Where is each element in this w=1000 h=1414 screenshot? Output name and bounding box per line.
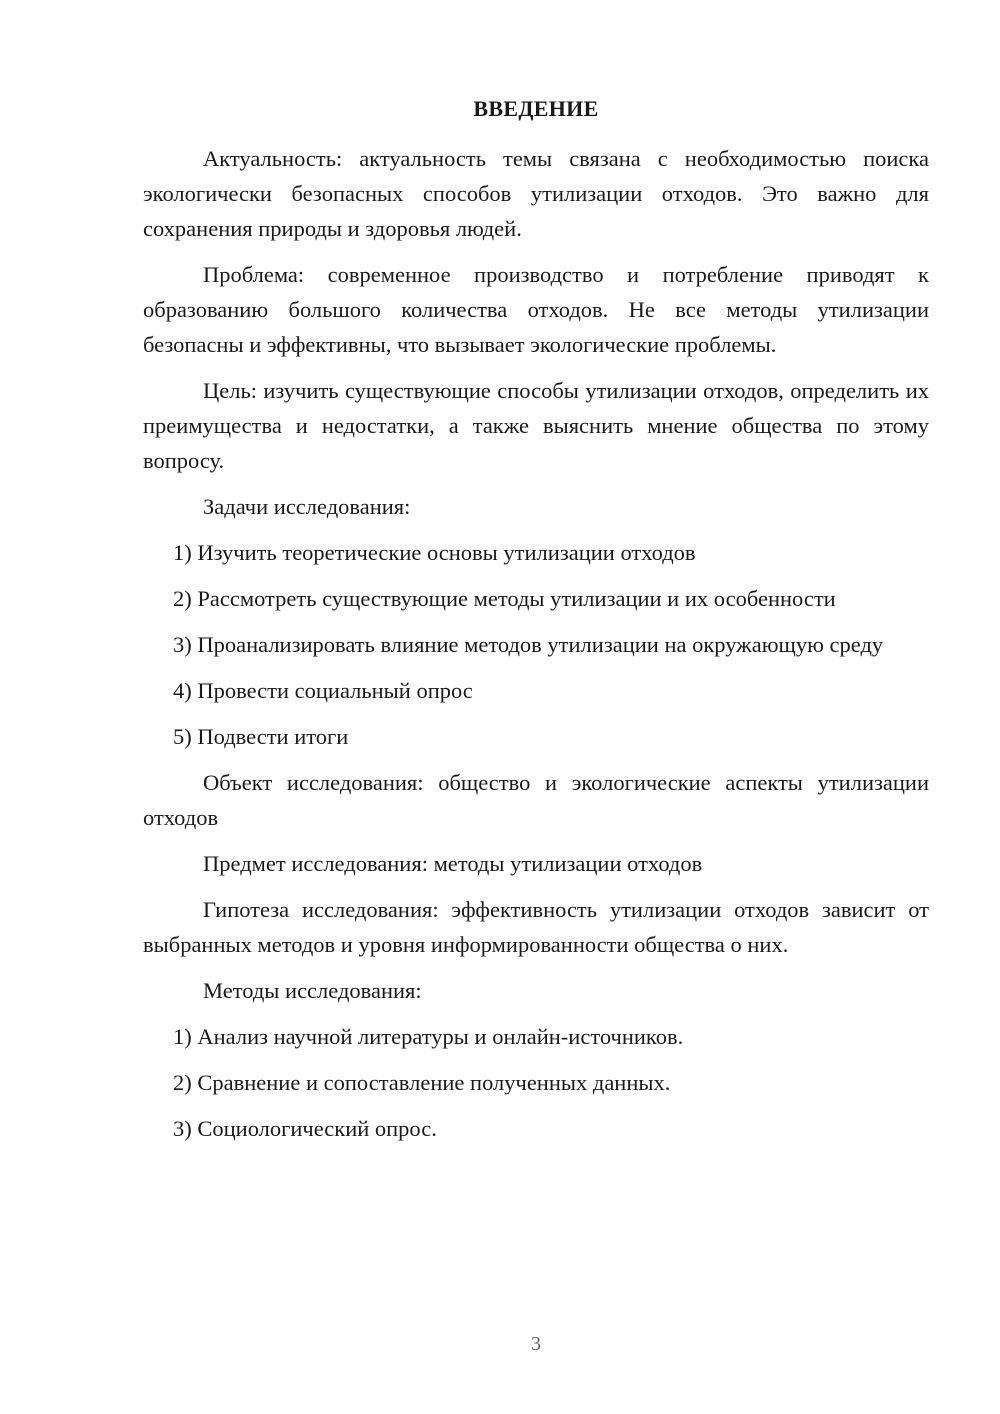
task-item-4: 4) Провести социальный опрос [173, 678, 473, 703]
tasks-heading: Задачи исследования: [203, 494, 411, 519]
subject-paragraph: Предмет исследования: методы утилизации отходов [203, 851, 703, 876]
method-item-3: 3) Социологический опрос. [173, 1116, 437, 1141]
relevance-paragraph: Актуальность: актуальность темы связана с необходимостью поиска экологически безопасных способов утилизации отходов. Это важно для сохранения природы и здоровья людей. [143, 146, 929, 241]
problem-paragraph: Проблема: современное производство и потребление приводят к образованию большого количества отходов. Не все методы утилизации безопасны и эффективны, что вызывает экологические проблемы. [143, 262, 929, 357]
task-item-2: 2) Рассмотреть существующие методы утилизации и их особенности [173, 586, 836, 611]
document-body [143, 141, 929, 1157]
task-item-3: 3) Проанализировать влияние методов утилизации на окружающую среду [173, 632, 884, 657]
task-item-1: 1) Изучить теоретические основы утилизации отходов [173, 540, 696, 565]
method-item-1: 1) Анализ научной литературы и онлайн-источников. [173, 1024, 684, 1049]
hypothesis-paragraph: Гипотеза исследования: эффективность утилизации отходов зависит от выбранных методов и уровня информированности общества о них. [143, 897, 929, 957]
object-paragraph: Объект исследования: общество и экологические аспекты утилизации отходов [143, 770, 929, 830]
section-title: ВВЕДЕНИЕ [473, 96, 599, 121]
goal-paragraph: Цель: изучить существующие способы утилизации отходов, определить их преимущества и недостатки, а также выяснить мнение общества по этому вопросу. [143, 378, 929, 473]
task-item-5: 5) Подвести итоги [173, 724, 349, 749]
methods-heading: Методы исследования: [203, 978, 422, 1003]
method-item-2: 2) Сравнение и сопоставление полученных данных. [173, 1070, 671, 1095]
page-number: 3 [531, 1333, 541, 1355]
